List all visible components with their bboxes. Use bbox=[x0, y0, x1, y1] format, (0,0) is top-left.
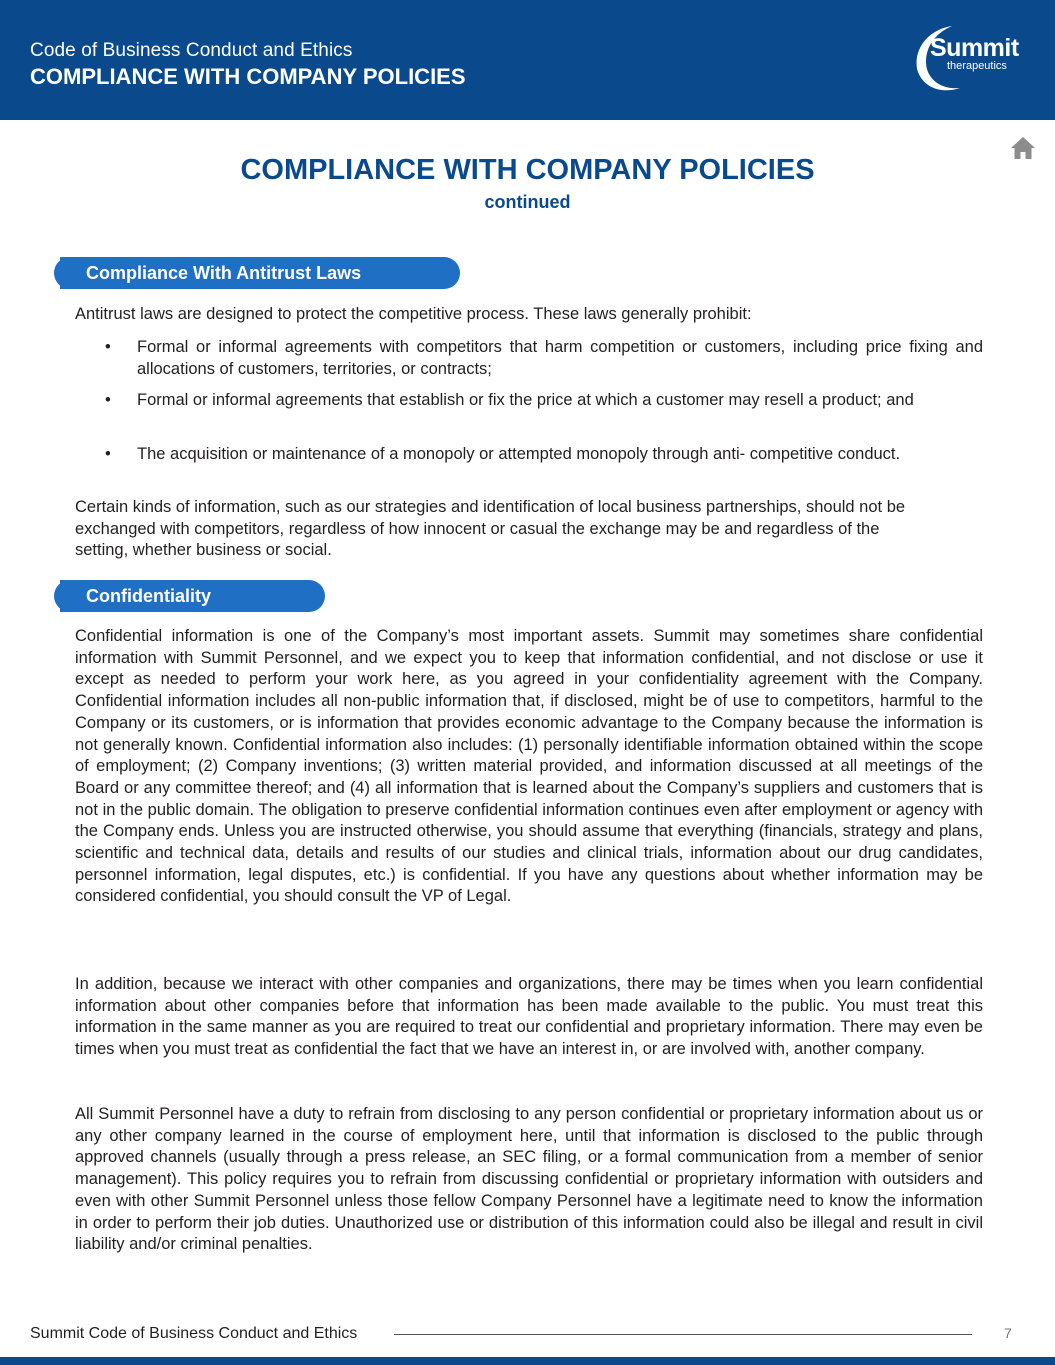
page-continued-label: continued bbox=[484, 192, 571, 212]
footer-title: Summit Code of Business Conduct and Ethics bbox=[30, 1325, 358, 1342]
header-title: COMPLIANCE WITH COMPANY POLICIES bbox=[30, 64, 466, 89]
page-title: COMPLIANCE WITH COMPANY POLICIES bbox=[240, 154, 815, 186]
confidentiality-paragraph-3: All Summit Personnel have a duty to refrain from disclosing to any person confidential or proprietary information about us or any other company learned in the course of employment here, until that information is disclosed to the public through approved channels (usually through a press release, an SEC filing, or a formal communication from a member of senior management). This policy requires you to refrain from discussing confidential or proprietary information with outsiders and even with other Summit Personnel unless those fellow Company Personnel have a legitimate need to know the information in order to perform their job duties. Unauthorized use or distribution of this information could also be illegal and result in civil liability and/or criminal penalties. bbox=[75, 1105, 983, 1254]
logo-tagline: therapeutics bbox=[947, 60, 1007, 72]
list-item-text: Formal or informal agreements with competitors that harm competition or customers, including price fixing and allocations of customers, territories, or contracts; bbox=[137, 338, 983, 378]
footer-bar bbox=[0, 1357, 1055, 1365]
list-item: • The acquisition or maintenance of a monopoly or attempted monopoly through anti- competitive conduct. bbox=[75, 444, 983, 466]
section-heading-confidentiality: Confidentiality bbox=[60, 580, 325, 612]
list-item-text: Formal or informal agreements that establish or fix the price at which a customer may resell a product; and bbox=[137, 391, 914, 409]
confidentiality-paragraph-1: Confidential information is one of the Company’s most important assets. Summit may sometimes share confidential information with Summit Personnel, and we expect you to keep that information confidential, and not disclose or use it except as needed to perform your work here, as you agreed in your confidentiality agreement with the Company. Confidential information includes all non-public information that, if disclosed, might be of use to competitors, harmful to the Company or its customers, or is information that provides economic advantage to the Company because the information is not generally known. Confidential information also includes: (1) personally identifiable information obtained within the scope of employment; (2) Company inventions; (3) written material provided, and information discussed at all meetings of the Board or any committee thereof; and (4) all information that is learned about the Company’s suppliers and customers that is not in the public domain. The obligation to preserve confidential information continues even after employment or agency with the Company ends. Unless you are instructed otherwise, you should assume that everything (financials, strategy and plans, scientific and technical data, details and results of our studies and clinical trials, information about our drug candidates, personnel information, legal disputes, etc.) is confidential. If you have any questions about whether information may be considered confidential, you should consult the VP of Legal. bbox=[75, 627, 983, 906]
list-item: • Formal or informal agreements with competitors that harm competition or customers, including price fixing and allocations of customers, territories, or contracts; bbox=[75, 337, 983, 380]
page-header bbox=[0, 0, 1055, 120]
list-item-text: The acquisition or maintenance of a monopoly or attempted monopoly through anti- competitive conduct. bbox=[137, 445, 901, 463]
confidentiality-paragraph-2: In addition, because we interact with other companies and organizations, there may be times when you learn confidential information about other companies before that information has been made available to the public. You must treat this information in the same manner as you are required to treat our confidential and proprietary information. There may even be times when you must treat as confidential the fact that we have an interest in, or are involved with, another company. bbox=[75, 975, 983, 1059]
antitrust-closing: Certain kinds of information, such as our strategies and identification of local business partnerships, should not be exchanged with competitors, regardless of how innocent or casual the exchange may be and regardless of the setting, whether business or social. bbox=[75, 498, 906, 560]
summit-logo bbox=[912, 22, 1032, 94]
header-subtitle: Code of Business Conduct and Ethics bbox=[30, 40, 353, 61]
footer-divider bbox=[394, 1334, 972, 1335]
antitrust-intro: Antitrust laws are designed to protect the competitive process. These laws generally prohibit: bbox=[75, 305, 752, 323]
page-number: 7 bbox=[1004, 1325, 1012, 1341]
section-heading-antitrust: Compliance With Antitrust Laws bbox=[60, 257, 460, 289]
list-item: • Formal or informal agreements that establish or fix the price at which a customer may resell a product; and bbox=[75, 390, 983, 412]
logo-wordmark: Summit bbox=[930, 34, 1019, 62]
